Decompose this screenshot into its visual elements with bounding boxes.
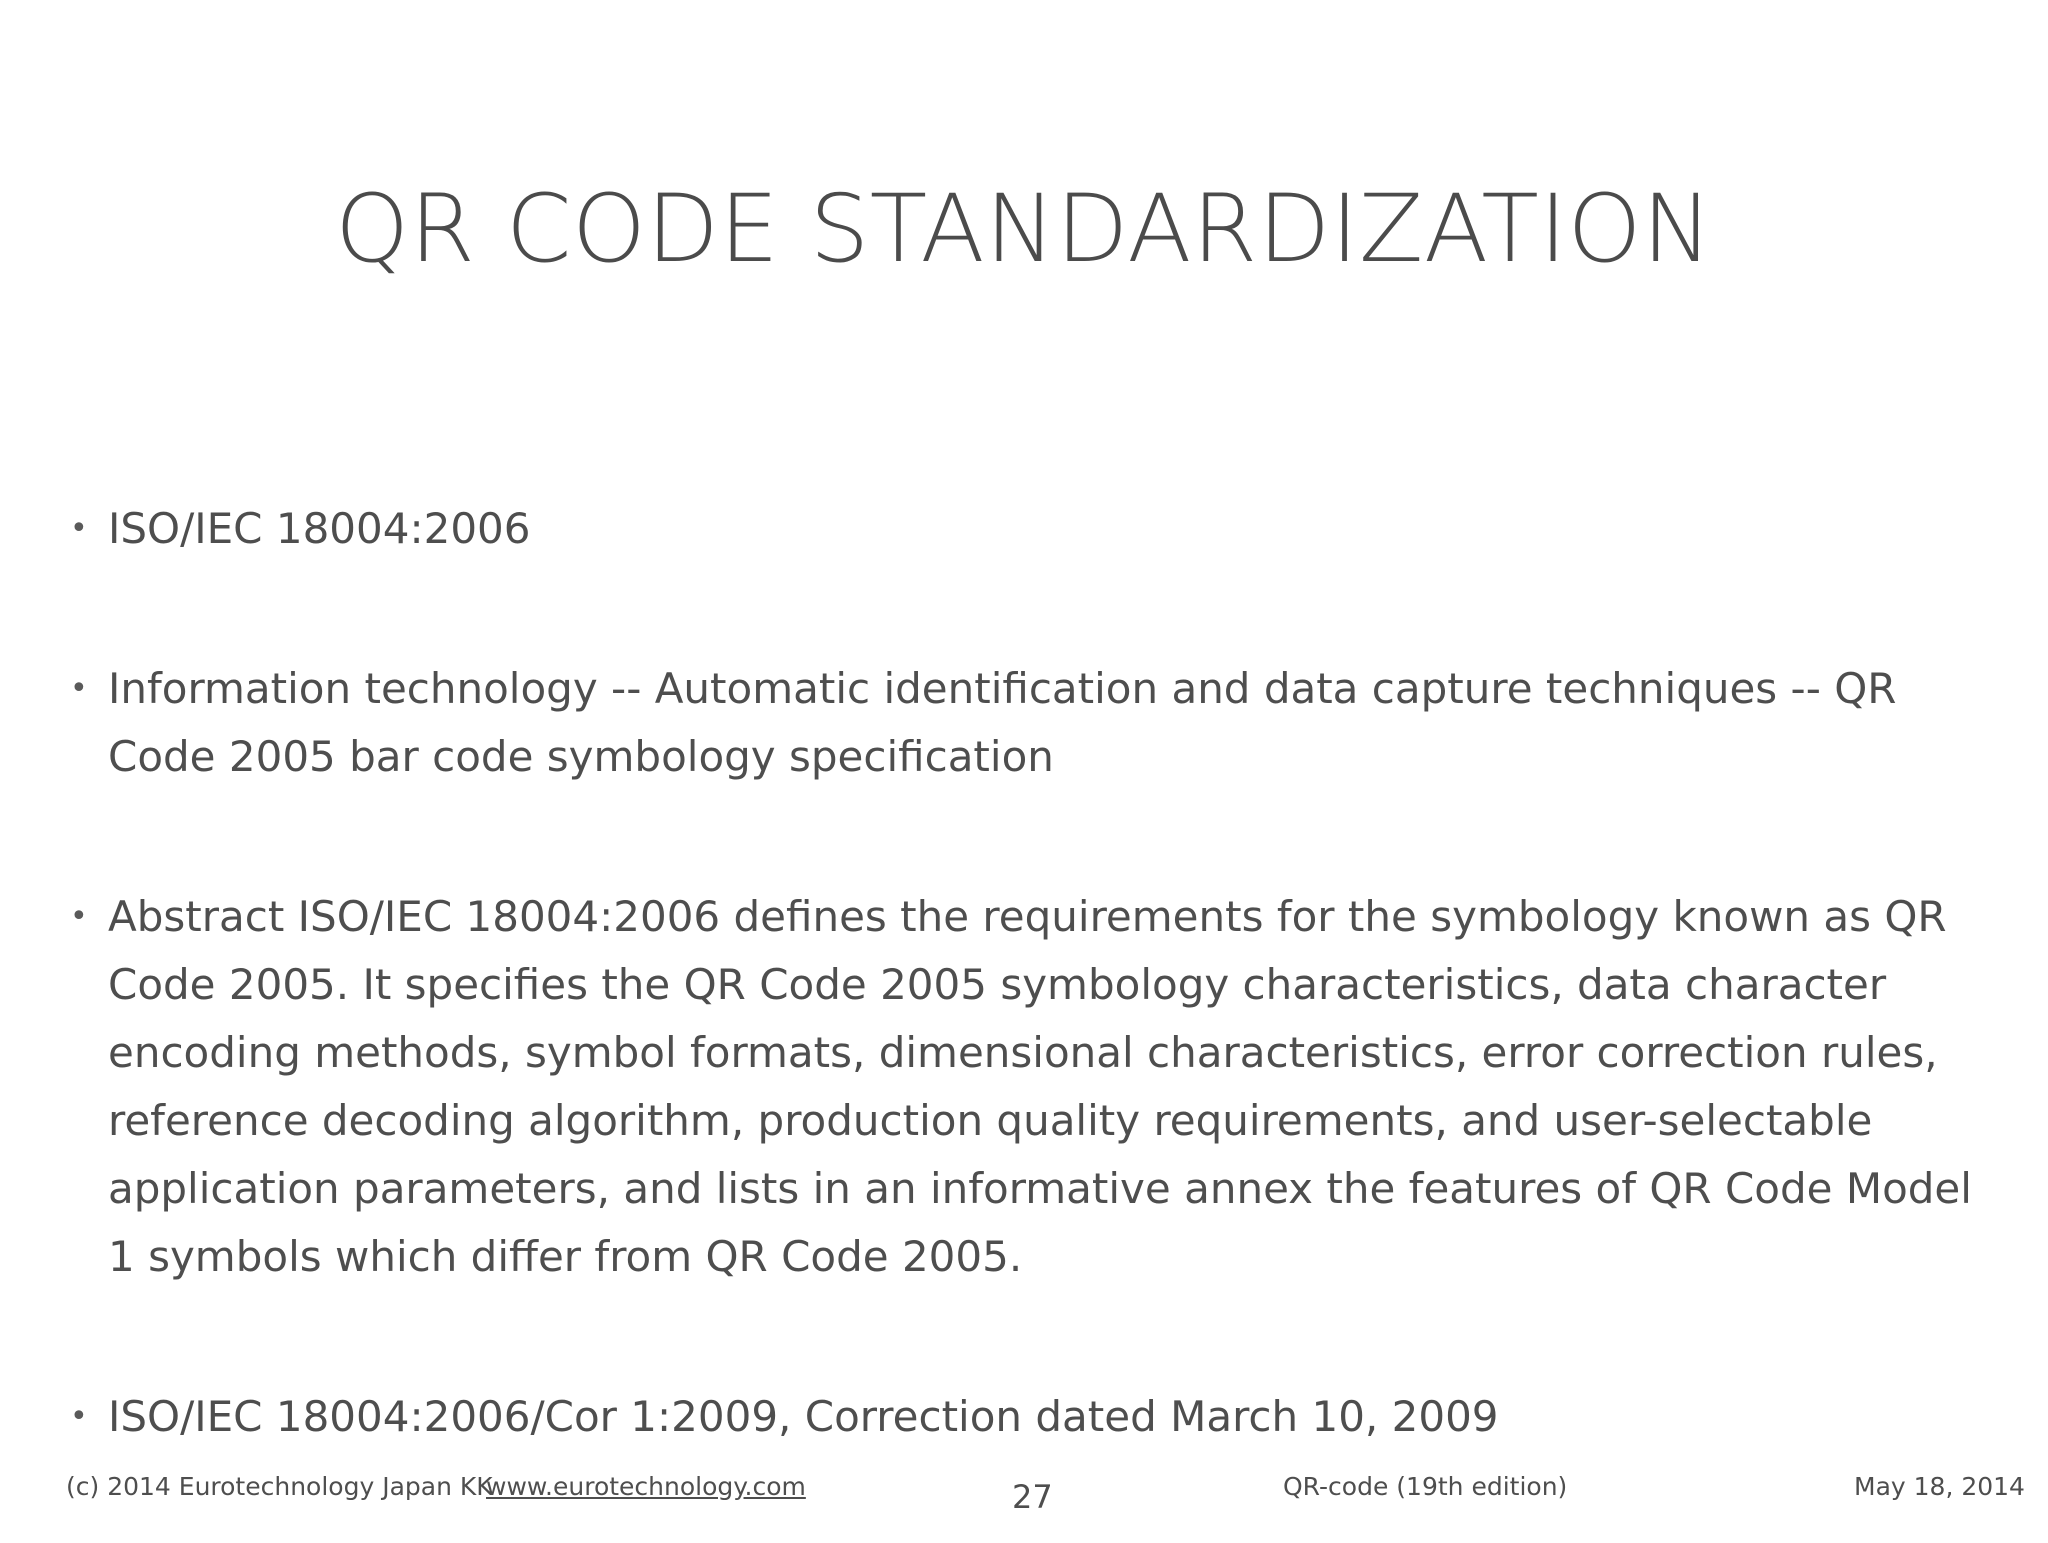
bullet-text: ISO/IEC 18004:2006 — [108, 504, 531, 553]
bullet-text: ISO/IEC 18004:2006/Cor 1:2009, Correction dated March 10, 2009 — [108, 1392, 1499, 1441]
page-number: 27 — [1012, 1478, 1053, 1516]
bullet-dot-icon: • — [70, 899, 88, 934]
slide-title: QR CODE STANDARDIZATION — [335, 175, 1713, 284]
bullet-list — [70, 495, 1990, 1543]
bullet-item — [70, 495, 1990, 563]
bullet-text: Abstract ISO/IEC 18004:2006 defines the requirements for the symbology known as QR Code 2005. It specifies the QR Code 2005 symbology characteristics, data character encoding methods, symbol formats, dimensional characteristics, error correction rules, reference decoding algorithm, production quality requirements, and user-selectable application parameters, and lists in an informative annex the features of QR Code Model 1 symbols which differ from QR Code 2005. — [108, 892, 1972, 1281]
footer-edition: QR-code (19th edition) — [1283, 1472, 1568, 1501]
footer-date: May 18, 2014 — [1854, 1472, 2025, 1501]
bullet-dot-icon: • — [70, 1399, 88, 1434]
bullet-dot-icon: • — [70, 511, 88, 546]
bullet-text: Information technology -- Automatic identification and data capture techniques -- QR Code 2005 bar code symbology specification — [108, 664, 1897, 781]
bullet-item — [70, 655, 1990, 791]
bullet-item — [70, 1383, 1990, 1451]
footer-website-link[interactable]: www.eurotechnology.com — [486, 1472, 806, 1501]
bullet-dot-icon: • — [70, 671, 88, 706]
bullet-item — [70, 883, 1990, 1291]
footer-copyright: (c) 2014 Eurotechnology Japan KK — [66, 1472, 493, 1501]
